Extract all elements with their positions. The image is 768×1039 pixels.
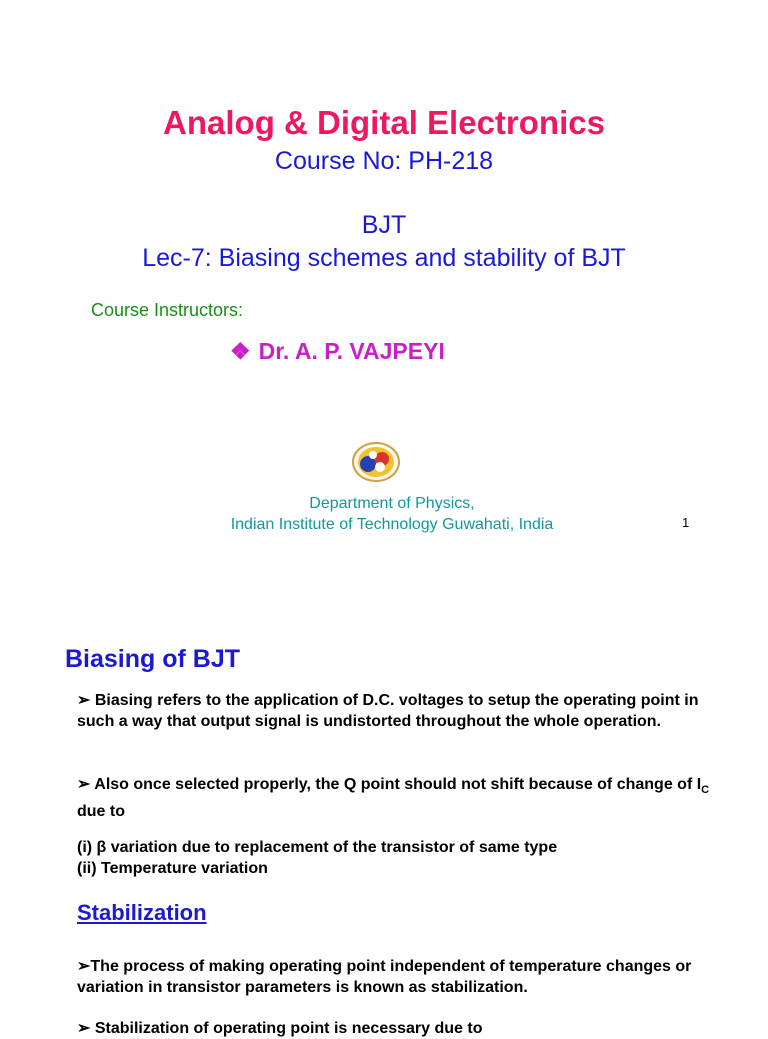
arrow-bullet-icon: ➢ <box>77 1020 91 1037</box>
instructor-name: Dr. A. P. VAJPEYI <box>258 338 445 364</box>
paragraph-q-point <box>77 774 717 822</box>
diamond-bullet-icon: ❖ <box>230 338 251 364</box>
paragraph-stabilization-necessity <box>77 1018 717 1039</box>
list-item-beta: (i) β variation due to replacement of the transistor of same type <box>77 839 558 856</box>
paragraph-text: The process of making operating point independent of temperature changes or variation in transistor parameters is known as stabilization. <box>77 958 692 996</box>
department-line-2: Indian Institute of Technology Guwahati, India <box>230 516 554 533</box>
lecture-title: Lec-7: Biasing schemes and stability of BJT <box>142 244 626 272</box>
instructors-label: Course Instructors: <box>91 300 244 320</box>
paragraph-text-end: due to <box>77 803 125 821</box>
paragraph-text: Also once selected properly, the Q point should not shift because of change of I <box>94 776 702 793</box>
slide-title: Analog & Digital Electronics <box>163 104 605 141</box>
course-number: Course No: PH-218 <box>274 147 494 175</box>
page-number: 1 <box>682 515 690 530</box>
arrow-bullet-icon: ➢ <box>77 958 91 975</box>
paragraph-text: Biasing refers to the application of D.C. voltages to setup the operating point in such a way that output signal is undistorted throughout the whole operation. <box>77 692 699 730</box>
list-item-temperature: (ii) Temperature variation <box>77 860 268 877</box>
paragraph-stabilization <box>77 956 717 998</box>
topic: BJT <box>361 211 407 239</box>
stabilization-heading: Stabilization <box>77 900 207 925</box>
department <box>217 493 567 535</box>
iit-guwahati-logo <box>351 441 401 483</box>
section-heading: Biasing of BJT <box>65 645 241 673</box>
paragraph-text: Stabilization of operating point is necessary due to <box>94 1020 483 1037</box>
arrow-bullet-icon: ➢ <box>77 776 91 793</box>
department-line-1: Department of Physics, <box>309 495 475 512</box>
subscript: C <box>701 784 710 797</box>
instructor <box>230 338 445 365</box>
paragraph-biasing <box>77 690 717 732</box>
arrow-bullet-icon: ➢ <box>77 692 91 709</box>
